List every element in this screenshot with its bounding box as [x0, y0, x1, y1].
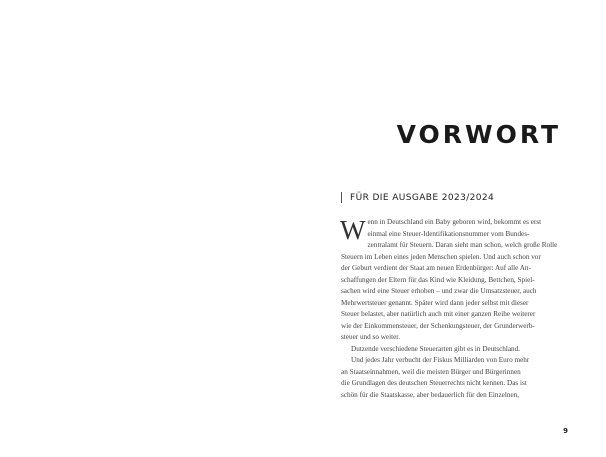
text-line: die Grundlagen des deutschen Steuerrechts nicht kennen. Das ist	[341, 379, 527, 387]
text-line: schaffungen der Eltern für das Kind wie Kleidung, Bettchen, Spiel-	[341, 275, 535, 284]
text-line: sachen wird eine Steuer erhoben – und zwar die Umsatzsteuer, auch	[341, 287, 537, 295]
page-number: 9	[563, 427, 568, 435]
edition-marker-bar	[341, 192, 342, 203]
text-line: zentralamt für Steuern. Daran sieht man schon, welch große Rolle	[367, 241, 558, 249]
text-line: Mehrwertsteuer genannt. Später wird dann jeder selbst mit dieser	[341, 298, 529, 307]
edition-label: FÜR DIE AUSGABE 2023/2024	[350, 192, 495, 203]
paragraph-2	[341, 344, 561, 356]
text-line: der Geburt verdient der Staat am neuen Erdenbürger: Auf alle An-	[341, 264, 531, 272]
paragraph-1	[341, 217, 561, 344]
edition-heading	[341, 192, 494, 203]
text-line: Dutzende verschiedene Steuerarten gibt es in Deutschland.	[351, 344, 521, 353]
text-line: Und jedes Jahr verbucht der Fiskus Milliarden von Euro mehr	[351, 356, 530, 364]
drop-cap: W	[340, 215, 366, 245]
text-line: einmal eine Steuer-Identifikationsnummer vom Bundes-	[367, 229, 530, 238]
body-text	[341, 217, 561, 401]
text-line: wie der Einkommensteuer, der Schenkungsteuer, der Grunderwerb-	[341, 321, 535, 330]
text-line: enn in Deutschland ein Baby geboren wird, bekommt es erst	[367, 218, 542, 226]
page-title: VORWORT	[396, 120, 561, 149]
text-line: Steuern im Leben eines jeden Menschen spielen. Und auch schon vor	[341, 252, 541, 261]
paragraph-3	[341, 355, 561, 401]
text-line: Steuer belastet, aber natürlich auch mit einer ganzen Reihe weiterer	[341, 310, 536, 318]
text-line: schön für die Staatskasse, aber bedauerlich für den Einzelnen,	[341, 390, 520, 399]
text-line: steuer und so weiter.	[341, 333, 401, 341]
text-line: an Staatseinnahmen, weil die meisten Bürger und Bürgerinnen	[341, 367, 521, 376]
